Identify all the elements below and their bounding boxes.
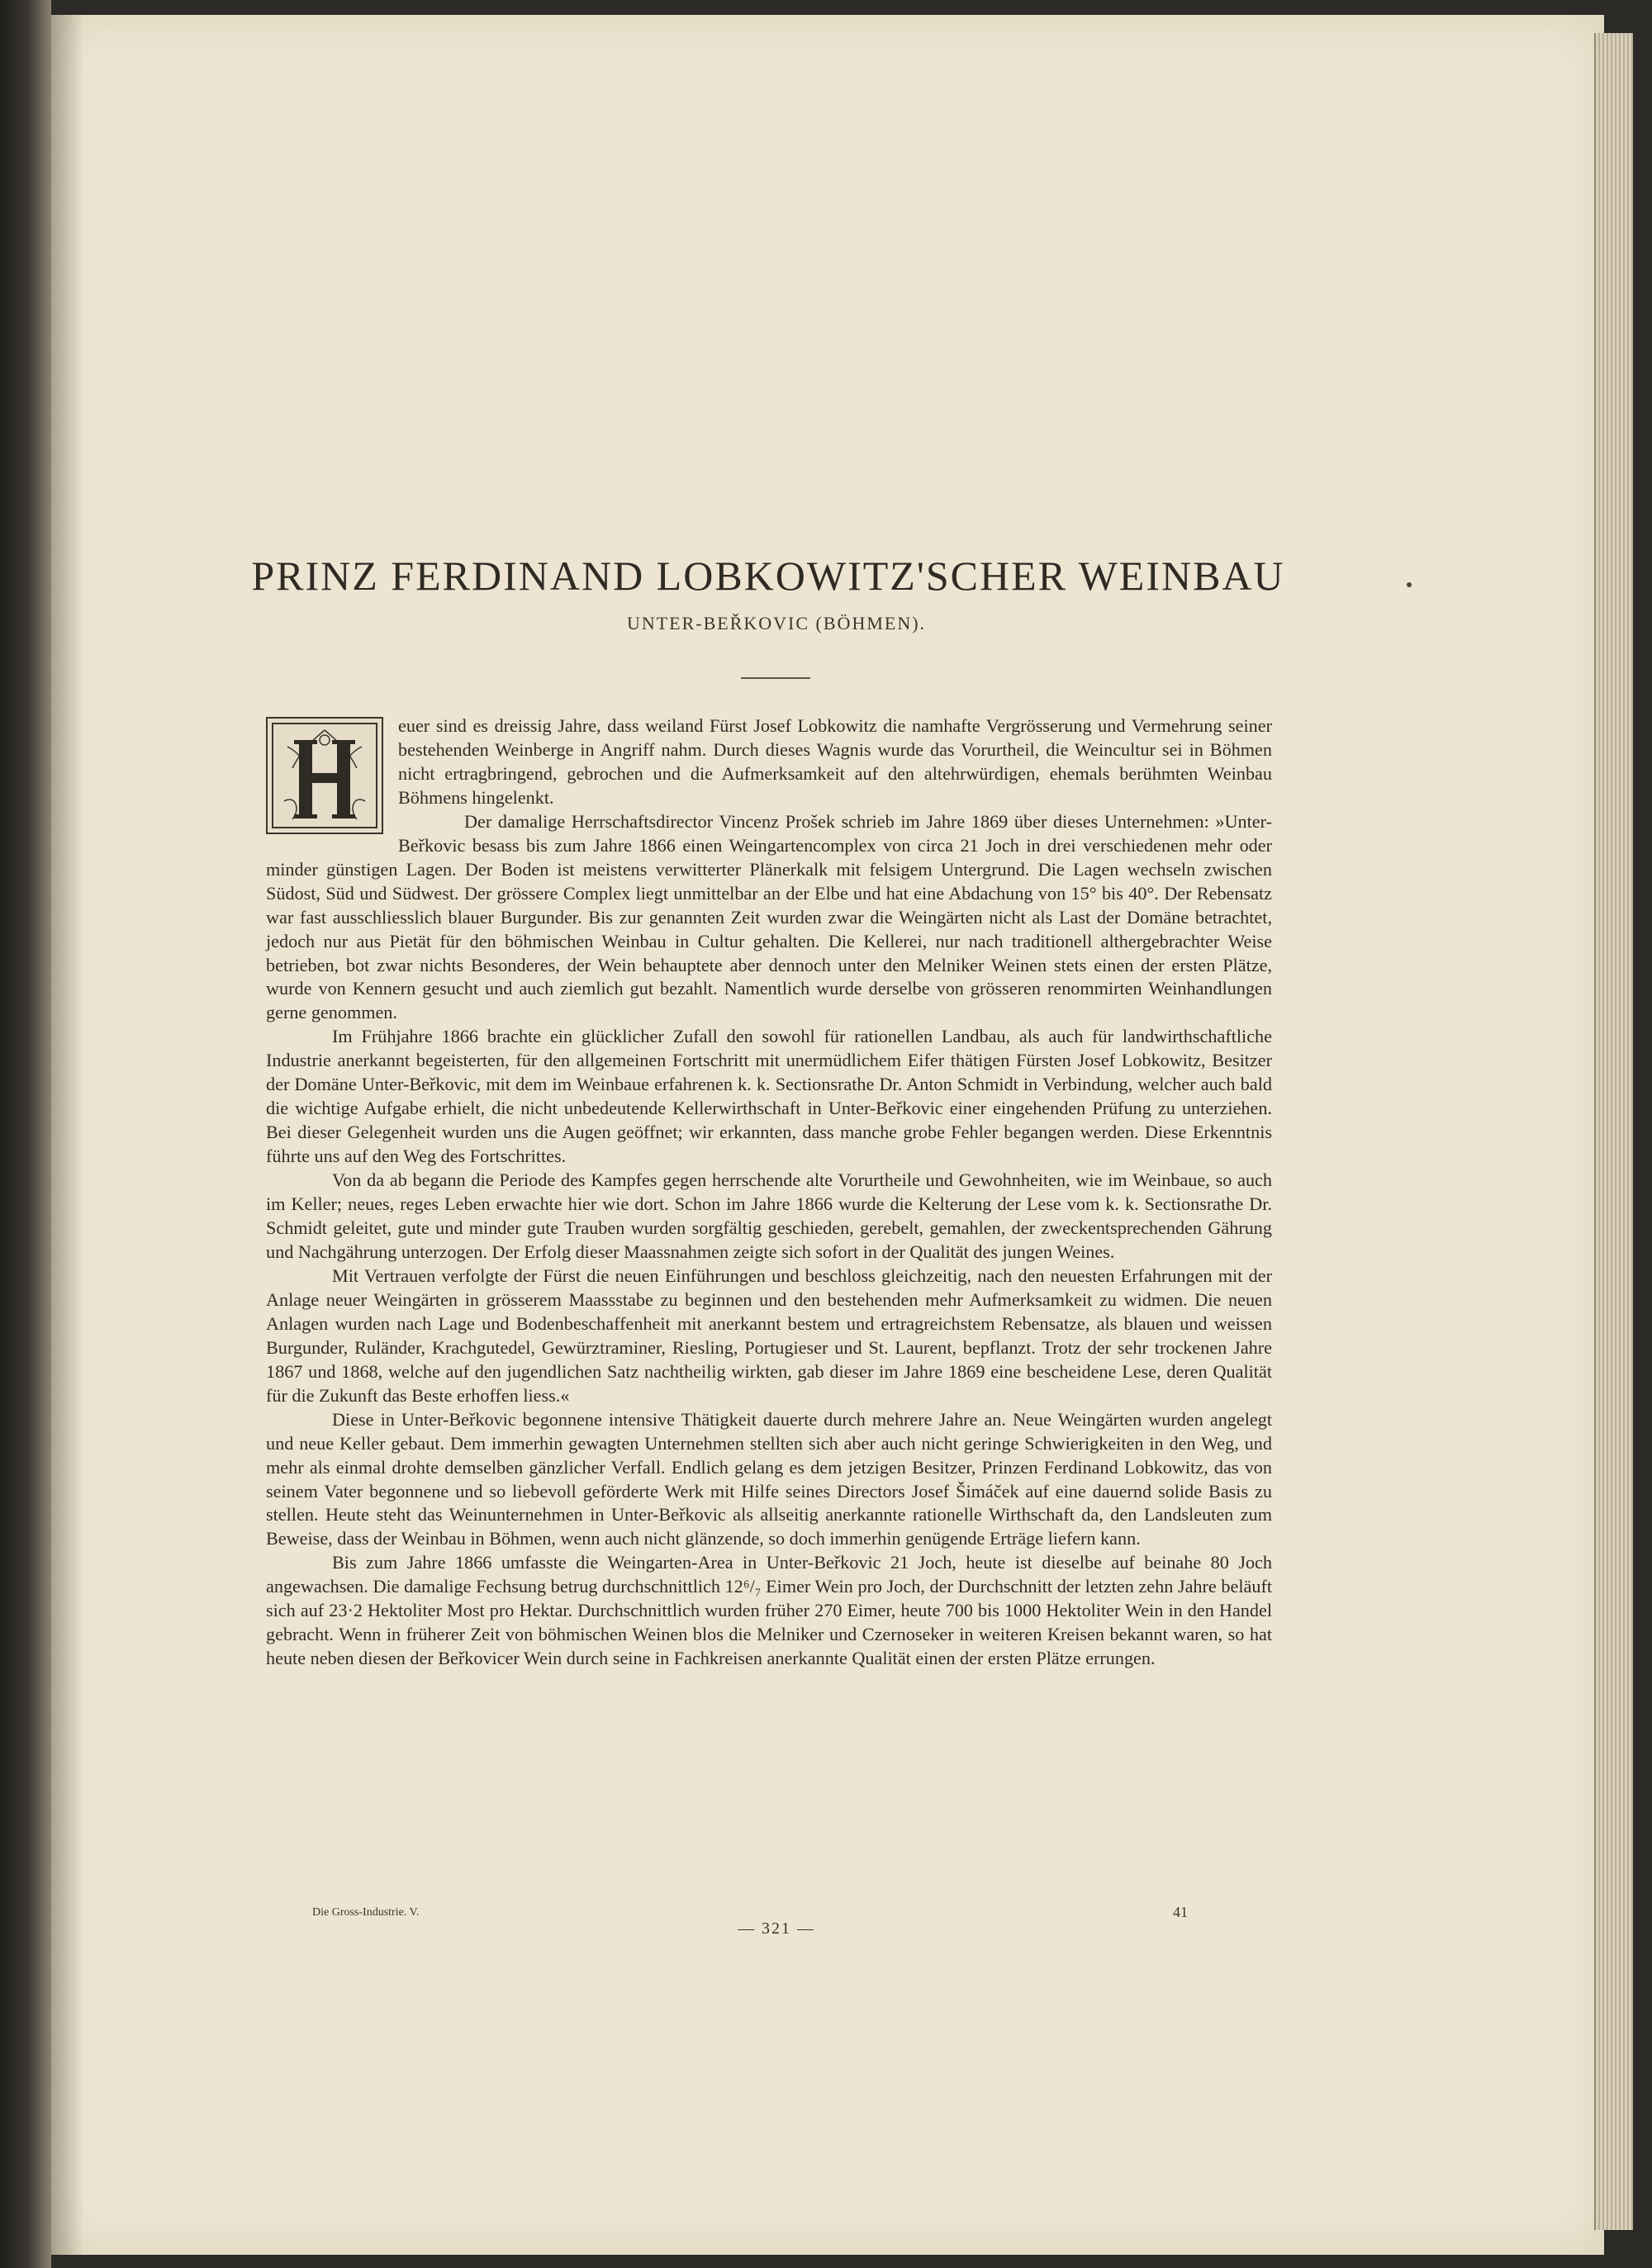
- page-number: — 321 —: [738, 1919, 815, 1938]
- paragraph-5: Mit Vertrauen verfolgte der Fürst die neuen Einführungen und beschloss gleichzeitig, nach den neuesten Erfahrungen mit der Anlage neuer Weingärten in grösserem Maassstabe zu beginnen und den bestehenden mehr Aufmerksamkeit zu widmen. Die neuen Anlagen wurden nach Lage und Bodenbeschaffenheit mit anerkannt bestem und ertragreichstem Rebensatze, als blauen und weissen Burgunder, Ruländer, Krachgutedel, Gewürztraminer, Riesling, Portugieser und St. Laurent, bepflanzt. Trotz der sehr trockenen Jahre 1867 und 1868, welche auf den jugendlichen Satz nachtheilig wirkten, gab dieser im Jahre 1869 eine bescheidene Lese, deren Qualität für die Zukunft das Beste erhoffen liess.«: [266, 1264, 1272, 1406]
- article-title: PRINZ FERDINAND LOBKOWITZ'SCHER WEINBAU: [251, 553, 1285, 599]
- paragraph-1: [266, 714, 1272, 810]
- article-body: [266, 714, 1272, 1671]
- article-subtitle: UNTER-BEŘKOVIC (BÖHMEN).: [626, 613, 927, 633]
- sheet-number: 41: [1173, 1904, 1188, 1920]
- paragraph-6: Diese in Unter-Beřkovic begonnene intensive Thätigkeit dauerte durch mehrere Jahre an. Neue Weingärten wurden angelegt und neue Keller gebaut. Dem immerhin gewagten Unternehmen stellten sich aber auch nicht geringe Schwierigkeiten in den Weg, und mehr als einmal drohte demselben gänzlicher Verfall. Endlich gelang es dem jetzigen Besitzer, Prinzen Ferdinand Lobkowitz, das von seinem Vater begonnene und so liebevoll geförderte Werk mit Hilfe seines Directors Josef Šimáček auf eine dauernd solide Basis zu stellen. Heute steht das Weinunternehmen in Unter-Beřkovic als allseitig anerkannte rationelle Wirthschaft da, den Landsleuten zum Beweise, dass der Weinbau in Böhmen, wenn auch nicht glänzende, so doch immerhin genügende Erträge liefern kann.: [266, 1408, 1272, 1549]
- title-divider: [741, 677, 810, 679]
- paragraph-1-text: euer sind es dreissig Jahre, dass weiland Fürst Josef Lobkowitz die namhafte Vergrösserung und Vermehrung seiner bestehenden Weinberge in Angriff nahm. Durch dieses Wagnis wurde das Vorurtheil, die Weincultur sei in Böhmen nicht ertragbringend, gebrochen und die Aufmerksamkeit auf den altehrwürdigen, ehemals berühmten Weinbau Böhmens hingelenkt.: [398, 715, 1272, 808]
- paragraph-4: Von da ab begann die Periode des Kampfes gegen herrschende alte Vorurtheile und Gewohnheiten, wie im Weinbaue, so auch im Keller; neues, reges Leben erwachte hier wie dort. Schon im Jahre 1866 wurde die Kelterung der Lese vom k. k. Sectionsrathe Dr. Schmidt geleitet, gute und minder gute Trauben wurden sorgfältig geschieden, gerebelt, gemahlen, der zweckentsprechenden Gährung und Nachgährung unterzogen. Der Erfolg dieser Maassnahmen zeigte sich sofort in der Qualität des jungen Weines.: [266, 1170, 1272, 1262]
- page-edges: [1594, 33, 1633, 2230]
- paragraph-2: Der damalige Herrschaftsdirector Vincenz Prošek schrieb im Jahre 1869 über dieses Unternehmen: »Unter-Beřkovic besass bis zum Jahre 1866 einen Weingartencomplex von circa 21 Joch in drei verschiedenen mehr oder minder günstigen Lagen. Der Boden ist meistens verwitterter Plänerkalk mit felsigem Untergrund. Die Lagen wechseln zwischen Südost, Süd und Südwest. Der grössere Complex liegt unmittelbar an der Elbe und hat eine Abdachung von 15° bis 40°. Der Rebensatz war fast ausschliesslich blauer Burgunder. Bis zur genannten Zeit wurden zwar die Weingärten nicht als Last der Domäne betrachtet, jedoch nur aus Pietät für den böhmischen Weinbau in Cultur gehalten. Die Kellerei, nur nach traditionell althergebrachter Weise betrieben, bot zwar nichts Besonderes, der Wein behauptete aber dennoch unter den Melniker Weinen stets einen der ersten Plätze, wurde von Kennern gesucht und auch ziemlich gut bezahlt. Namentlich wurde derselbe von grösseren renommirten Weinhandlungen gerne genommen.: [266, 810, 1272, 1023]
- paragraph-3: Im Frühjahre 1866 brachte ein glücklicher Zufall den sowohl für rationellen Landbau, als auch für landwirthschaftliche Industrie anerkannt begeisterten, für den allgemeinen Fortschritt mit unermüdlichem Eifer thätigen Fürsten Josef Lobkowitz, Besitzer der Domäne Unter-Beřkovic, mit dem im Weinbaue erfahrenen k. k. Sectionsrathe Dr. Anton Schmidt in Verbindung, welcher auch bald die wichtige Aufgabe erhielt, die nicht unbedeutende Kellerwirthschaft in Unter-Beřkovic einer eingehenden Prüfung zu unterziehen. Bei dieser Gelegenheit wurden uns die Augen geöffnet; wir erkannten, dass manche grobe Fehler begangen werden. Diese Erkenntnis führte uns auf den Weg des Fortschrittes.: [266, 1026, 1272, 1167]
- decorated-initial-icon: [266, 717, 383, 834]
- book-spine: [0, 0, 51, 2268]
- gutter-shadow: [51, 15, 84, 2255]
- paragraph-7: Bis zum Jahre 1866 umfasste die Weingarten-Area in Unter-Beřkovic 21 Joch, heute ist dieselbe auf beinahe 80 Joch angewachsen. Die damalige Fechsung betrug durchschnittlich 12⁶/₇ Eimer Wein pro Joch, der Durchschnitt der letzten zehn Jahre beläuft sich auf 23·2 Hektoliter Most pro Hektar. Durchschnittlich wurden früher 270 Eimer, heute 700 bis 1000 Hektoliter Wein in den Handel gebracht. Wenn in früherer Zeit von böhmischen Weinen blos die Melniker und Czernoseker in weiteren Kreisen bekannt waren, so hat heute neben diesen der Beřkovicer Wein durch seine in Fachkreisen anerkannte Qualität einen der ersten Plätze errungen.: [266, 1552, 1272, 1669]
- ink-speck: [1407, 582, 1412, 587]
- publication-signature: Die Gross-Industrie. V.: [312, 1906, 420, 1919]
- ornament-icon: [268, 719, 382, 833]
